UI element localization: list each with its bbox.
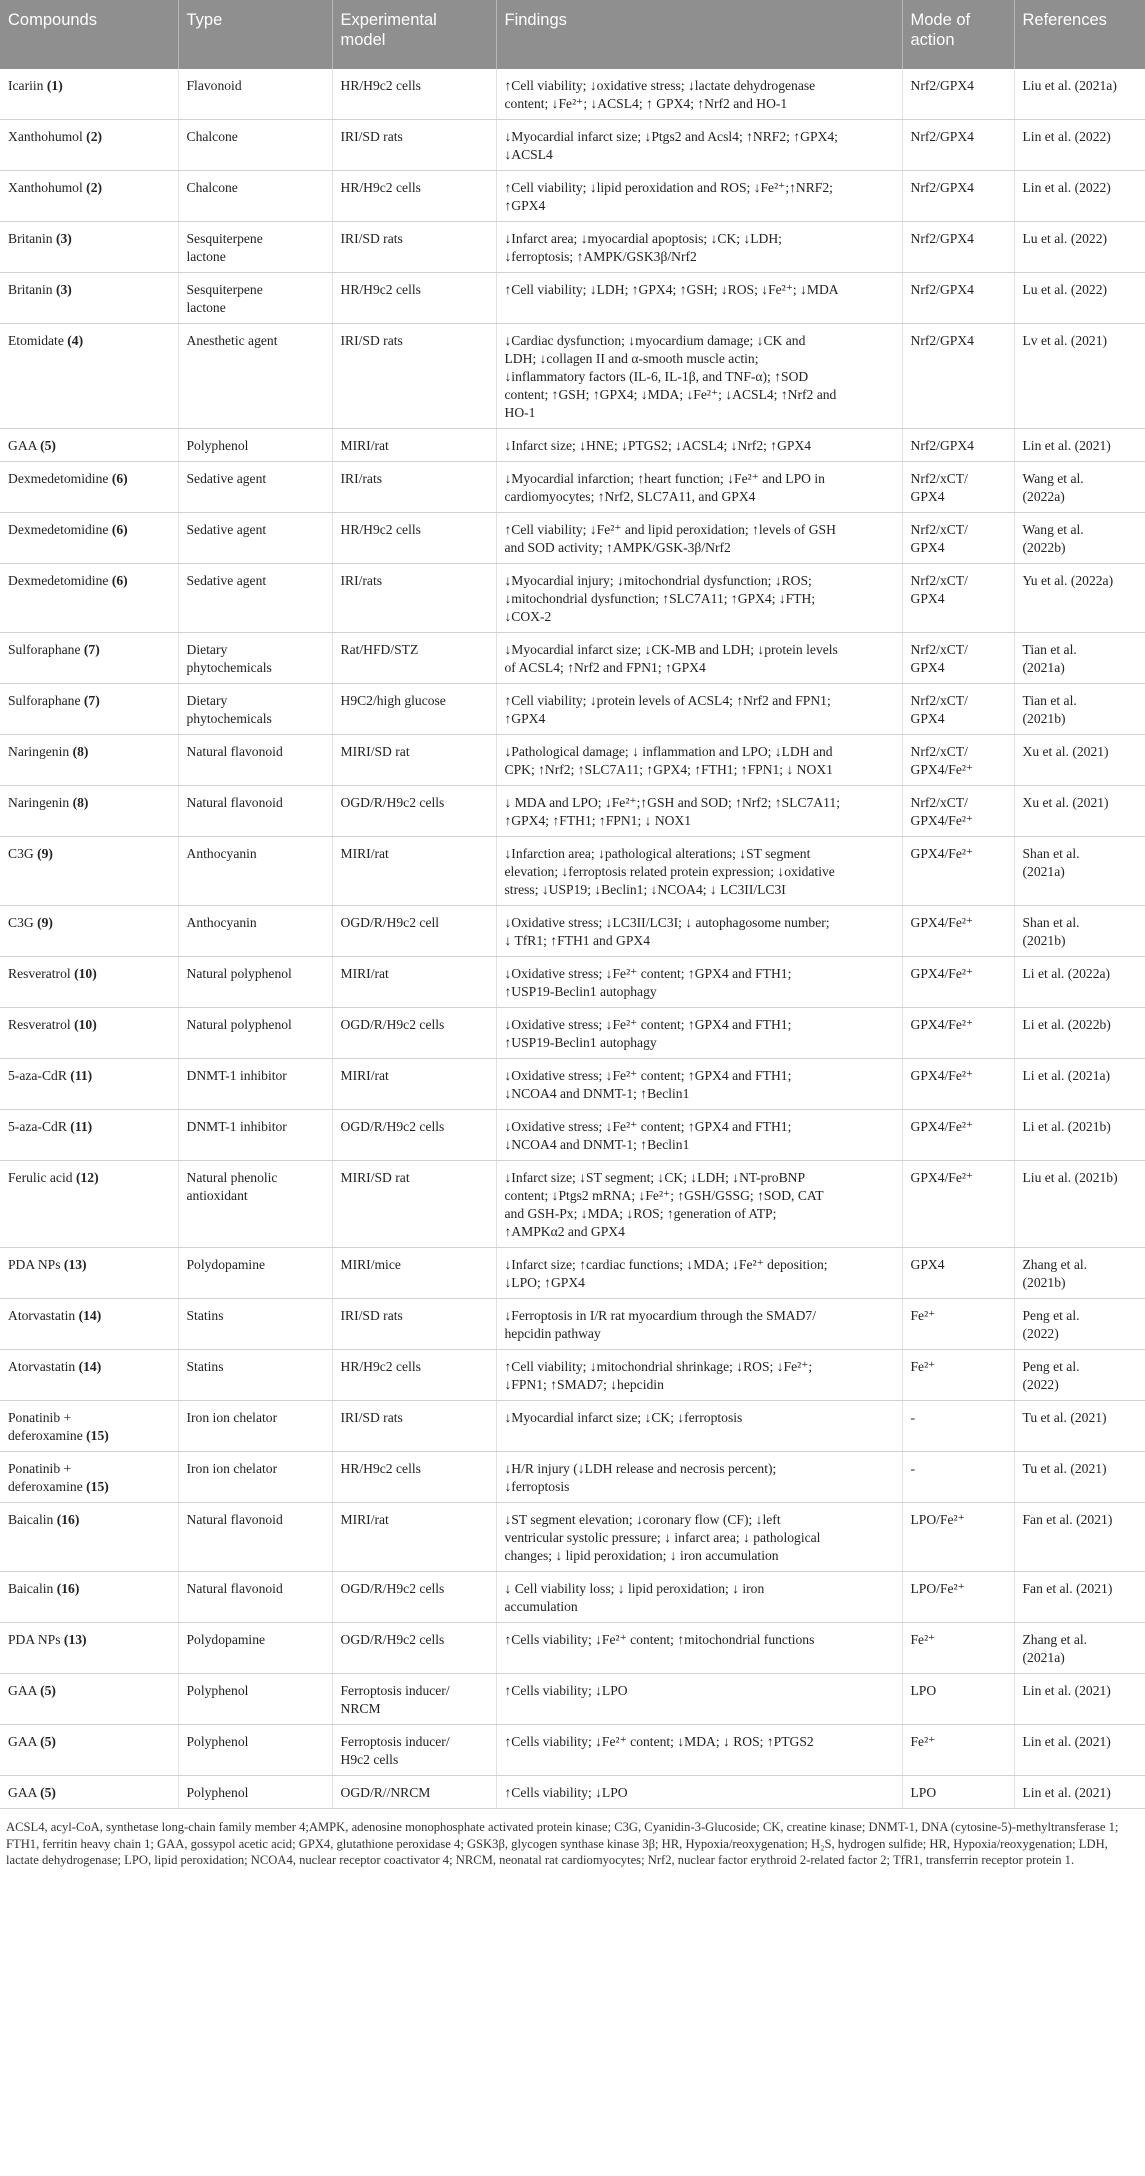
compound-number: (4) — [67, 333, 84, 348]
compound-name: Atorvastatin — [8, 1359, 76, 1374]
table-row — [0, 1503, 1145, 1572]
table-row — [0, 564, 1145, 633]
compound-number: (5) — [40, 1683, 56, 1698]
cell-mode-of-action: - — [902, 1452, 1014, 1503]
cell-type: Anthocyanin — [178, 906, 332, 957]
cell-experimental-model: IRI/SD rats — [332, 222, 496, 273]
cell-compound — [0, 171, 178, 222]
compound-number: (13) — [63, 1257, 87, 1272]
cell-reference: Xu et al. (2021) — [1014, 735, 1145, 786]
compound-number: (8) — [72, 744, 89, 759]
cell-mode-of-action: GPX4/Fe²⁺ — [902, 1008, 1014, 1059]
table-row — [0, 1401, 1145, 1452]
compound-name: Resveratrol — [8, 966, 71, 981]
cell-reference: Wang et al. (2022b) — [1014, 513, 1145, 564]
cell-experimental-model: IRI/SD rats — [332, 324, 496, 429]
cell-experimental-model: OGD/R/H9c2 cells — [332, 1623, 496, 1674]
cell-reference: Li et al. (2022b) — [1014, 1008, 1145, 1059]
cell-findings: ↓Oxidative stress; ↓LC3II/LC3I; ↓ autophagosome number; ↓ TfR1; ↑FTH1 and GPX4 — [496, 906, 902, 957]
compound-number: (6) — [111, 573, 128, 588]
cell-type: Polydopamine — [178, 1623, 332, 1674]
cell-findings: ↓Cardiac dysfunction; ↓myocardium damage; ↓CK and LDH; ↓collagen II and α-smooth muscle actin; ↓inflammatory factors (IL-6, IL-1β, and TNF-α); ↑SOD content; ↑GSH; ↑GPX4; ↓MDA; ↓Fe²⁺; ↓ACSL4; ↑Nrf2 and HO-1 — [496, 324, 902, 429]
cell-findings: ↓Myocardial infarct size; ↓Ptgs2 and Acsl4; ↑NRF2; ↑GPX4; ↓ACSL4 — [496, 120, 902, 171]
compound-number: (2) — [86, 180, 103, 195]
cell-compound — [0, 69, 178, 120]
cell-reference: Lin et al. (2021) — [1014, 429, 1145, 462]
cell-compound — [0, 1503, 178, 1572]
cell-compound — [0, 222, 178, 273]
cell-type: Anesthetic agent — [178, 324, 332, 429]
cell-reference: Lu et al. (2022) — [1014, 222, 1145, 273]
table-row — [0, 1161, 1145, 1248]
cell-findings: ↓Infarct area; ↓myocardial apoptosis; ↓CK; ↓LDH; ↓ferroptosis; ↑AMPK/GSK3β/Nrf2 — [496, 222, 902, 273]
cell-compound — [0, 684, 178, 735]
cell-type: Natural flavonoid — [178, 1572, 332, 1623]
cell-experimental-model: MIRI/SD rat — [332, 1161, 496, 1248]
table-row — [0, 171, 1145, 222]
table-row — [0, 957, 1145, 1008]
cell-mode-of-action: Nrf2/xCT/ GPX4 — [902, 462, 1014, 513]
cell-findings: ↑Cells viability; ↓LPO — [496, 1776, 902, 1809]
table-row — [0, 462, 1145, 513]
compound-name: Xanthohumol — [8, 129, 83, 144]
compound-name: C3G — [8, 846, 34, 861]
table-row — [0, 786, 1145, 837]
cell-reference: Fan et al. (2021) — [1014, 1572, 1145, 1623]
table-header — [0, 0, 1145, 69]
table-footnote: ACSL4, acyl-CoA, synthetase long-chain family member 4;AMPK, adenosine monophosphate activated protein kinase; C3G, Cyanidin-3-Glucoside; CK, creatine kinase; DNMT-1, DNA (cytosine-5)-methyltransferase 1; FTH1, ferritin heavy chain 1; GAA, gossypol acetic acid; GPX4, glutathione peroxidase 4; GSK3β, glycogen synthase kinase 3β; HR, Hypoxia/reoxygenation; H₂S, hydrogen sulfide; HR, Hypoxia/reoxygenation; LDH, lactate dehydrogenase; LPO, lipid peroxidation; NCOA4, nuclear receptor coactivator 4; NRCM, neonatal rat cardiomyocytes; Nrf2, nuclear factor erythroid 2-related factor 2; TfR1, transferrin receptor protein 1. — [6, 1820, 1119, 1867]
cell-findings: ↓Myocardial injury; ↓mitochondrial dysfunction; ↓ROS; ↓mitochondrial dysfunction; ↑SLC7A11; ↑GPX4; ↓FTH; ↓COX-2 — [496, 564, 902, 633]
compound-number: (15) — [86, 1479, 109, 1494]
compound-number: (6) — [111, 522, 128, 537]
cell-reference: Lu et al. (2022) — [1014, 273, 1145, 324]
cell-mode-of-action: Nrf2/GPX4 — [902, 120, 1014, 171]
compound-number: (16) — [56, 1581, 80, 1596]
cell-type: Chalcone — [178, 171, 332, 222]
cell-experimental-model: MIRI/rat — [332, 1503, 496, 1572]
cell-findings: ↓Oxidative stress; ↓Fe²⁺ content; ↑GPX4 and FTH1; ↑USP19-Beclin1 autophagy — [496, 1008, 902, 1059]
compound-name: Sulforaphane — [8, 642, 81, 657]
cell-compound — [0, 957, 178, 1008]
cell-type: Natural flavonoid — [178, 735, 332, 786]
cell-findings: ↑Cells viability; ↓Fe²⁺ content; ↓MDA; ↓ ROS; ↑PTGS2 — [496, 1725, 902, 1776]
cell-experimental-model: IRI/SD rats — [332, 120, 496, 171]
cell-reference: Lin et al. (2021) — [1014, 1776, 1145, 1809]
table-row — [0, 1776, 1145, 1809]
cell-reference: Li et al. (2022a) — [1014, 957, 1145, 1008]
cell-findings: ↓ MDA and LPO; ↓Fe²⁺;↑GSH and SOD; ↑Nrf2; ↑SLC7A11; ↑GPX4; ↑FTH1; ↑FPN1; ↓ NOX1 — [496, 786, 902, 837]
table-row — [0, 273, 1145, 324]
cell-experimental-model: MIRI/rat — [332, 1059, 496, 1110]
cell-mode-of-action: GPX4/Fe²⁺ — [902, 1110, 1014, 1161]
cell-type: Sesquiterpene lactone — [178, 273, 332, 324]
cell-findings: ↓Myocardial infarction; ↑heart function; ↓Fe²⁺ and LPO in cardiomyocytes; ↑Nrf2, SLC7A11, and GPX4 — [496, 462, 902, 513]
compound-name: Xanthohumol — [8, 180, 83, 195]
cell-mode-of-action: GPX4/Fe²⁺ — [902, 837, 1014, 906]
cell-compound — [0, 1776, 178, 1809]
cell-reference: Zhang et al. (2021b) — [1014, 1248, 1145, 1299]
cell-experimental-model: OGD/R/H9c2 cells — [332, 786, 496, 837]
cell-mode-of-action: GPX4/Fe²⁺ — [902, 906, 1014, 957]
compound-number: (16) — [56, 1512, 80, 1527]
cell-reference: Lv et al. (2021) — [1014, 324, 1145, 429]
cell-mode-of-action: LPO/Fe²⁺ — [902, 1503, 1014, 1572]
cell-type: Natural polyphenol — [178, 1008, 332, 1059]
compound-name: Ponatinib + deferoxamine — [8, 1410, 83, 1443]
compound-name: Resveratrol — [8, 1017, 71, 1032]
cell-type: Sedative agent — [178, 564, 332, 633]
cell-experimental-model: IRI/rats — [332, 564, 496, 633]
cell-type: Sedative agent — [178, 513, 332, 564]
compound-name: GAA — [8, 438, 37, 453]
table-row — [0, 1008, 1145, 1059]
compound-number: (9) — [37, 846, 53, 861]
cell-type: Natural flavonoid — [178, 786, 332, 837]
cell-reference: Lin et al. (2021) — [1014, 1725, 1145, 1776]
compound-name: Dexmedetomidine — [8, 573, 109, 588]
cell-compound — [0, 1248, 178, 1299]
table-row — [0, 1059, 1145, 1110]
cell-findings: ↓Oxidative stress; ↓Fe²⁺ content; ↑GPX4 and FTH1; ↓NCOA4 and DNMT-1; ↑Beclin1 — [496, 1110, 902, 1161]
cell-type: Dietary phytochemicals — [178, 633, 332, 684]
cell-reference: Yu et al. (2022a) — [1014, 564, 1145, 633]
cell-reference: Tian et al. (2021b) — [1014, 684, 1145, 735]
table-row — [0, 1452, 1145, 1503]
cell-experimental-model: IRI/SD rats — [332, 1401, 496, 1452]
compound-name: Dexmedetomidine — [8, 522, 109, 537]
cell-reference: Lin et al. (2022) — [1014, 120, 1145, 171]
cell-compound — [0, 513, 178, 564]
cell-mode-of-action: Nrf2/GPX4 — [902, 171, 1014, 222]
cell-experimental-model: Rat/HFD/STZ — [332, 633, 496, 684]
cell-mode-of-action: Nrf2/xCT/ GPX4 — [902, 684, 1014, 735]
compound-name: Ponatinib + deferoxamine — [8, 1461, 83, 1494]
compound-number: (11) — [70, 1119, 93, 1134]
cell-mode-of-action: - — [902, 1401, 1014, 1452]
cell-reference: Liu et al. (2021a) — [1014, 69, 1145, 120]
cell-mode-of-action: LPO — [902, 1776, 1014, 1809]
cell-experimental-model: OGD/R//NRCM — [332, 1776, 496, 1809]
cell-experimental-model: H9C2/high glucose — [332, 684, 496, 735]
cell-mode-of-action: Nrf2/xCT/ GPX4 — [902, 633, 1014, 684]
cell-findings: ↓Ferroptosis in I/R rat myocardium through the SMAD7/ hepcidin pathway — [496, 1299, 902, 1350]
cell-reference: Tu et al. (2021) — [1014, 1401, 1145, 1452]
cell-findings: ↑Cells viability; ↓Fe²⁺ content; ↑mitochondrial functions — [496, 1623, 902, 1674]
cell-mode-of-action: Nrf2/GPX4 — [902, 429, 1014, 462]
cell-compound — [0, 1452, 178, 1503]
compound-number: (13) — [63, 1632, 87, 1647]
compound-name: PDA NPs — [8, 1632, 61, 1647]
cell-mode-of-action: Fe²⁺ — [902, 1350, 1014, 1401]
table-row — [0, 513, 1145, 564]
compound-name: GAA — [8, 1734, 37, 1749]
compound-number: (10) — [74, 966, 97, 981]
cell-mode-of-action: Nrf2/xCT/ GPX4 — [902, 513, 1014, 564]
compound-name: GAA — [8, 1785, 37, 1800]
cell-compound — [0, 1623, 178, 1674]
cell-reference: Xu et al. (2021) — [1014, 786, 1145, 837]
cell-experimental-model: IRI/SD rats — [332, 1299, 496, 1350]
cell-type: Natural phenolic antioxidant — [178, 1161, 332, 1248]
compound-name: PDA NPs — [8, 1257, 61, 1272]
compound-number: (2) — [86, 129, 103, 144]
compound-number: (1) — [46, 78, 63, 93]
cell-compound — [0, 429, 178, 462]
cell-mode-of-action: Nrf2/GPX4 — [902, 273, 1014, 324]
cell-compound — [0, 1401, 178, 1452]
cell-findings: ↓Oxidative stress; ↓Fe²⁺ content; ↑GPX4 and FTH1; ↑USP19-Beclin1 autophagy — [496, 957, 902, 1008]
compound-name: Etomidate — [8, 333, 64, 348]
compound-number: (10) — [74, 1017, 97, 1032]
compound-name: Britanin — [8, 231, 53, 246]
cell-experimental-model: HR/H9c2 cells — [332, 273, 496, 324]
cell-compound — [0, 837, 178, 906]
cell-findings: ↓Myocardial infarct size; ↓CK-MB and LDH; ↓protein levels of ACSL4; ↑Nrf2 and FPN1; ↑GPX4 — [496, 633, 902, 684]
cell-experimental-model: HR/H9c2 cells — [332, 69, 496, 120]
cell-experimental-model: Ferroptosis inducer/ NRCM — [332, 1674, 496, 1725]
cell-reference: Peng et al. (2022) — [1014, 1350, 1145, 1401]
table-row — [0, 1248, 1145, 1299]
cell-mode-of-action: Fe²⁺ — [902, 1725, 1014, 1776]
cell-compound — [0, 1350, 178, 1401]
table-row — [0, 1350, 1145, 1401]
cell-type: Anthocyanin — [178, 837, 332, 906]
cell-experimental-model: HR/H9c2 cells — [332, 171, 496, 222]
cell-findings: ↑Cells viability; ↓LPO — [496, 1674, 902, 1725]
cell-findings: ↓Pathological damage; ↓ inflammation and LPO; ↓LDH and CPK; ↑Nrf2; ↑SLC7A11; ↑GPX4; ↑FTH1; ↑FPN1; ↓ NOX1 — [496, 735, 902, 786]
compound-name: C3G — [8, 915, 34, 930]
table-row — [0, 684, 1145, 735]
table-row — [0, 1299, 1145, 1350]
cell-type: Iron ion chelator — [178, 1452, 332, 1503]
cell-type: Chalcone — [178, 120, 332, 171]
cell-experimental-model: MIRI/rat — [332, 837, 496, 906]
cell-reference: Tian et al. (2021a) — [1014, 633, 1145, 684]
cell-type: Iron ion chelator — [178, 1401, 332, 1452]
compound-name: Baicalin — [8, 1512, 54, 1527]
table-row — [0, 906, 1145, 957]
compound-name: Ferulic acid — [8, 1170, 73, 1185]
compound-number: (7) — [83, 642, 100, 657]
header-references: References — [1014, 0, 1145, 69]
cell-reference: Li et al. (2021a) — [1014, 1059, 1145, 1110]
cell-mode-of-action: Nrf2/xCT/ GPX4/Fe²⁺ — [902, 786, 1014, 837]
cell-findings: ↑Cell viability; ↓protein levels of ACSL4; ↑Nrf2 and FPN1; ↑GPX4 — [496, 684, 902, 735]
compound-number: (14) — [78, 1359, 102, 1374]
compound-name: 5-aza-CdR — [8, 1068, 67, 1083]
table-row — [0, 120, 1145, 171]
cell-type: Polyphenol — [178, 1674, 332, 1725]
cell-compound — [0, 1161, 178, 1248]
cell-reference: Tu et al. (2021) — [1014, 1452, 1145, 1503]
compound-number: (12) — [75, 1170, 99, 1185]
table-row — [0, 1110, 1145, 1161]
table-row — [0, 222, 1145, 273]
compound-number: (3) — [55, 282, 72, 297]
header-experimental-model: Experimental model — [332, 0, 496, 69]
cell-findings: ↓ Cell viability loss; ↓ lipid peroxidation; ↓ iron accumulation — [496, 1572, 902, 1623]
cell-findings: ↑Cell viability; ↓LDH; ↑GPX4; ↑GSH; ↓ROS; ↓Fe²⁺; ↓MDA — [496, 273, 902, 324]
cell-reference: Li et al. (2021b) — [1014, 1110, 1145, 1161]
cell-type: DNMT-1 inhibitor — [178, 1110, 332, 1161]
compound-number: (8) — [72, 795, 89, 810]
cell-compound — [0, 786, 178, 837]
cell-experimental-model: MIRI/mice — [332, 1248, 496, 1299]
cell-findings: ↓Infarct size; ↓ST segment; ↓CK; ↓LDH; ↓NT-proBNP content; ↓Ptgs2 mRNA; ↓Fe²⁺; ↑GSH/GSSG; ↑SOD, CAT and GSH-Px; ↓MDA; ↓ROS; ↑generation of ATP; ↑AMPKα2 and GPX4 — [496, 1161, 902, 1248]
compound-name: GAA — [8, 1683, 37, 1698]
cell-experimental-model: HR/H9c2 cells — [332, 513, 496, 564]
cell-experimental-model: OGD/R/H9c2 cells — [332, 1110, 496, 1161]
cell-compound — [0, 1725, 178, 1776]
cell-experimental-model: Ferroptosis inducer/ H9c2 cells — [332, 1725, 496, 1776]
compound-number: (5) — [40, 438, 56, 453]
cell-type: Sesquiterpene lactone — [178, 222, 332, 273]
cell-reference: Shan et al. (2021a) — [1014, 837, 1145, 906]
table-row — [0, 1623, 1145, 1674]
cell-type: DNMT-1 inhibitor — [178, 1059, 332, 1110]
table-row — [0, 1725, 1145, 1776]
cell-mode-of-action: GPX4/Fe²⁺ — [902, 957, 1014, 1008]
cell-mode-of-action: LPO — [902, 1674, 1014, 1725]
cell-type: Natural flavonoid — [178, 1503, 332, 1572]
compound-name: 5-aza-CdR — [8, 1119, 67, 1134]
cell-type: Polyphenol — [178, 429, 332, 462]
cell-experimental-model: OGD/R/H9c2 cells — [332, 1572, 496, 1623]
cell-compound — [0, 1674, 178, 1725]
cell-compound — [0, 906, 178, 957]
cell-mode-of-action: GPX4/Fe²⁺ — [902, 1161, 1014, 1248]
cell-findings: ↓ST segment elevation; ↓coronary flow (CF); ↓left ventricular systolic pressure; ↓ infarct area; ↓ pathological changes; ↓ lipid peroxidation; ↓ iron accumulation — [496, 1503, 902, 1572]
cell-mode-of-action: Nrf2/GPX4 — [902, 324, 1014, 429]
table-row — [0, 69, 1145, 120]
cell-reference: Lin et al. (2021) — [1014, 1674, 1145, 1725]
compound-number: (5) — [40, 1734, 56, 1749]
cell-compound — [0, 1110, 178, 1161]
cell-mode-of-action: Nrf2/xCT/ GPX4 — [902, 564, 1014, 633]
cell-type: Polydopamine — [178, 1248, 332, 1299]
cell-compound — [0, 735, 178, 786]
cell-mode-of-action: Nrf2/xCT/ GPX4/Fe²⁺ — [902, 735, 1014, 786]
compound-name: Dexmedetomidine — [8, 471, 109, 486]
cell-compound — [0, 1572, 178, 1623]
cell-experimental-model: MIRI/rat — [332, 429, 496, 462]
cell-mode-of-action: Fe²⁺ — [902, 1623, 1014, 1674]
compound-name: Baicalin — [8, 1581, 54, 1596]
cell-experimental-model: MIRI/SD rat — [332, 735, 496, 786]
cell-compound — [0, 1299, 178, 1350]
table-row — [0, 735, 1145, 786]
cell-experimental-model: OGD/R/H9c2 cell — [332, 906, 496, 957]
cell-compound — [0, 1059, 178, 1110]
cell-compound — [0, 120, 178, 171]
cell-type: Polyphenol — [178, 1725, 332, 1776]
cell-type: Sedative agent — [178, 462, 332, 513]
header-compounds: Compounds — [0, 0, 178, 69]
cell-type: Statins — [178, 1299, 332, 1350]
compound-name: Sulforaphane — [8, 693, 81, 708]
cell-compound — [0, 462, 178, 513]
cell-mode-of-action: Fe²⁺ — [902, 1299, 1014, 1350]
table-row — [0, 324, 1145, 429]
cell-mode-of-action: GPX4 — [902, 1248, 1014, 1299]
cell-reference: Shan et al. (2021b) — [1014, 906, 1145, 957]
cell-experimental-model: HR/H9c2 cells — [332, 1452, 496, 1503]
compound-number: (15) — [86, 1428, 109, 1443]
cell-findings: ↓Myocardial infarct size; ↓CK; ↓ferroptosis — [496, 1401, 902, 1452]
cell-reference: Fan et al. (2021) — [1014, 1503, 1145, 1572]
cell-findings: ↓Oxidative stress; ↓Fe²⁺ content; ↑GPX4 and FTH1; ↓NCOA4 and DNMT-1; ↑Beclin1 — [496, 1059, 902, 1110]
cell-compound — [0, 564, 178, 633]
cell-type: Polyphenol — [178, 1776, 332, 1809]
cell-type: Natural polyphenol — [178, 957, 332, 1008]
cell-mode-of-action: GPX4/Fe²⁺ — [902, 1059, 1014, 1110]
compound-name: Icariin — [8, 78, 44, 93]
table-row — [0, 1674, 1145, 1725]
table-row — [0, 429, 1145, 462]
cell-experimental-model: MIRI/rat — [332, 957, 496, 1008]
cell-findings: ↓Infarction area; ↓pathological alterations; ↓ST segment elevation; ↓ferroptosis related protein expression; ↓oxidative stress; ↓USP19; ↓Beclin1; ↓NCOA4; ↓ LC3II/LC3I — [496, 837, 902, 906]
table-row — [0, 633, 1145, 684]
cell-findings: ↑Cell viability; ↓oxidative stress; ↓lactate dehydrogenase content; ↓Fe²⁺; ↓ACSL4; ↑ GPX4; ↑Nrf2 and HO-1 — [496, 69, 902, 120]
compound-number: (11) — [70, 1068, 93, 1083]
cell-type: Statins — [178, 1350, 332, 1401]
compound-number: (14) — [78, 1308, 102, 1323]
header-row — [0, 0, 1145, 69]
cell-findings: ↓Infarct size; ↑cardiac functions; ↓MDA; ↓Fe²⁺ deposition; ↓LPO; ↑GPX4 — [496, 1248, 902, 1299]
cell-findings: ↑Cell viability; ↓mitochondrial shrinkage; ↓ROS; ↓Fe²⁺; ↓FPN1; ↑SMAD7; ↓hepcidin — [496, 1350, 902, 1401]
compound-name: Britanin — [8, 282, 53, 297]
cell-experimental-model: OGD/R/H9c2 cells — [332, 1008, 496, 1059]
cell-experimental-model: HR/H9c2 cells — [332, 1350, 496, 1401]
table-body — [0, 69, 1145, 1809]
compound-name: Naringenin — [8, 744, 70, 759]
compound-number: (6) — [111, 471, 128, 486]
cell-reference: Peng et al. (2022) — [1014, 1299, 1145, 1350]
compound-number: (7) — [83, 693, 100, 708]
cell-compound — [0, 1008, 178, 1059]
header-findings: Findings — [496, 0, 902, 69]
cell-type: Flavonoid — [178, 69, 332, 120]
cell-findings: ↑Cell viability; ↓Fe²⁺ and lipid peroxidation; ↑levels of GSH and SOD activity; ↑AMPK/GSK-3β/Nrf2 — [496, 513, 902, 564]
compound-name: Atorvastatin — [8, 1308, 76, 1323]
table-row — [0, 837, 1145, 906]
cell-findings: ↓Infarct size; ↓HNE; ↓PTGS2; ↓ACSL4; ↓Nrf2; ↑GPX4 — [496, 429, 902, 462]
cell-reference: Liu et al. (2021b) — [1014, 1161, 1145, 1248]
cell-reference: Wang et al. (2022a) — [1014, 462, 1145, 513]
cell-compound — [0, 273, 178, 324]
cell-experimental-model: IRI/rats — [332, 462, 496, 513]
compound-name: Naringenin — [8, 795, 70, 810]
compound-number: (5) — [40, 1785, 56, 1800]
cell-reference: Lin et al. (2022) — [1014, 171, 1145, 222]
header-type: Type — [178, 0, 332, 69]
cell-findings: ↑Cell viability; ↓lipid peroxidation and ROS; ↓Fe²⁺;↑NRF2; ↑GPX4 — [496, 171, 902, 222]
cell-mode-of-action: Nrf2/GPX4 — [902, 69, 1014, 120]
cell-type: Dietary phytochemicals — [178, 684, 332, 735]
cell-mode-of-action: Nrf2/GPX4 — [902, 222, 1014, 273]
cell-compound — [0, 324, 178, 429]
header-mode-of-action: Mode of action — [902, 0, 1014, 69]
compound-number: (3) — [55, 231, 72, 246]
cell-compound — [0, 633, 178, 684]
cell-reference: Zhang et al. (2021a) — [1014, 1623, 1145, 1674]
table-row — [0, 1572, 1145, 1623]
cell-findings: ↓H/R injury (↓LDH release and necrosis percent); ↓ferroptosis — [496, 1452, 902, 1503]
cell-mode-of-action: LPO/Fe²⁺ — [902, 1572, 1014, 1623]
compound-number: (9) — [37, 915, 53, 930]
